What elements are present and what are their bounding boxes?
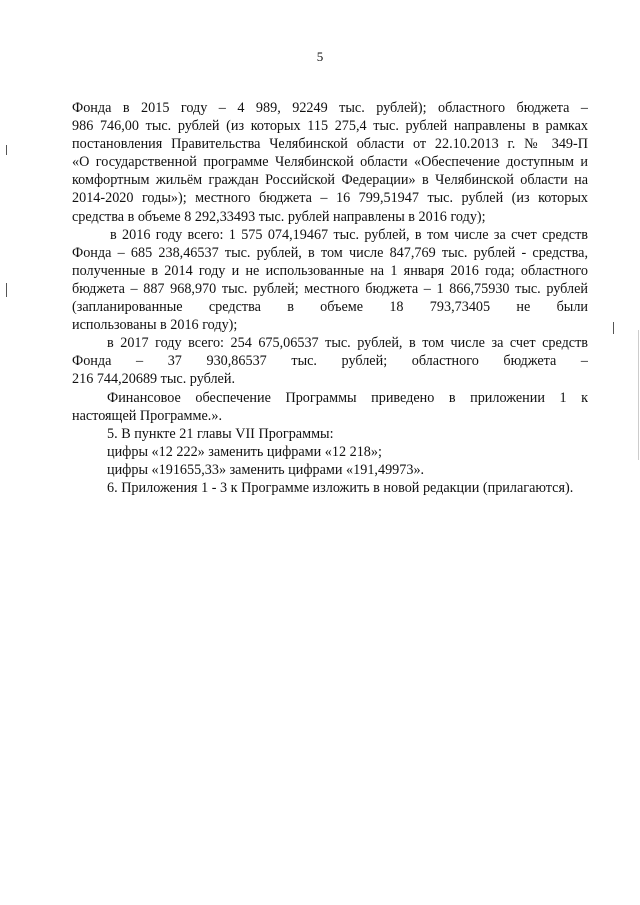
text-line: цифры «191655,33» заменить цифрами «191,49973». xyxy=(107,461,425,478)
text-line: средства в объеме 8 292,33493 тыс. рублей направлены в 2016 году); xyxy=(72,208,486,225)
text-line: Фонда – 685 238,46537 тыс. рублей, в том числе 847,769 тыс. рублей - средства, xyxy=(72,244,588,261)
scan-artifact xyxy=(6,145,7,155)
text-line: бюджета – 887 968,970 тыс. рублей; местного бюджета – 1 866,75930 тыс. рублей xyxy=(72,280,588,297)
text-line: «О государственной программе Челябинской области «Обеспечение доступным и xyxy=(72,154,588,171)
text-line: комфортным жильём граждан Российской Федерации» в Челябинской области на xyxy=(72,172,588,189)
document-body xyxy=(72,99,588,497)
text-line: 2014-2020 годы»); местного бюджета – 16 799,51947 тыс. рублей (из которых xyxy=(72,190,588,207)
text-line: полученные в 2014 году и не использованные на 1 января 2016 года; областного xyxy=(72,262,588,279)
page-number: 5 xyxy=(316,49,324,64)
scan-artifact xyxy=(613,322,614,334)
text-line: 216 744,20689 тыс. рублей. xyxy=(72,371,235,388)
text-line: Финансовое обеспечение Программы приведено в приложении 1 к xyxy=(107,389,588,406)
text-line: Фонда – 37 930,86537 тыс. рублей; областного бюджета – xyxy=(72,353,588,370)
text-line: в 2017 году всего: 254 675,06537 тыс. рублей, в том числе за счет средств xyxy=(107,335,588,352)
text-line: в 2016 году всего: 1 575 074,19467 тыс. рублей, в том числе за счет средств xyxy=(110,226,588,243)
text-line: постановления Правительства Челябинской области от 22.10.2013 г. № 349-П xyxy=(72,136,588,153)
scan-artifact xyxy=(638,330,639,460)
text-line: (запланированные средства в объеме 18 793,73405 не были xyxy=(72,299,588,316)
text-line: настоящей Программе.». xyxy=(72,407,222,424)
text-line: 986 746,00 тыс. рублей (из которых 115 275,4 тыс. рублей направлены в рамках xyxy=(72,118,588,135)
text-line: 6. Приложения 1 - 3 к Программе изложить в новой редакции (прилагаются). xyxy=(107,479,574,496)
scan-artifact xyxy=(6,283,7,297)
text-line: использованы в 2016 году); xyxy=(72,317,238,334)
text-line: Фонда в 2015 году – 4 989, 92249 тыс. рублей); областного бюджета – xyxy=(72,100,588,116)
text-line: 5. В пункте 21 главы VII Программы: xyxy=(107,425,334,442)
text-line: цифры «12 222» заменить цифрами «12 218»; xyxy=(107,443,382,460)
